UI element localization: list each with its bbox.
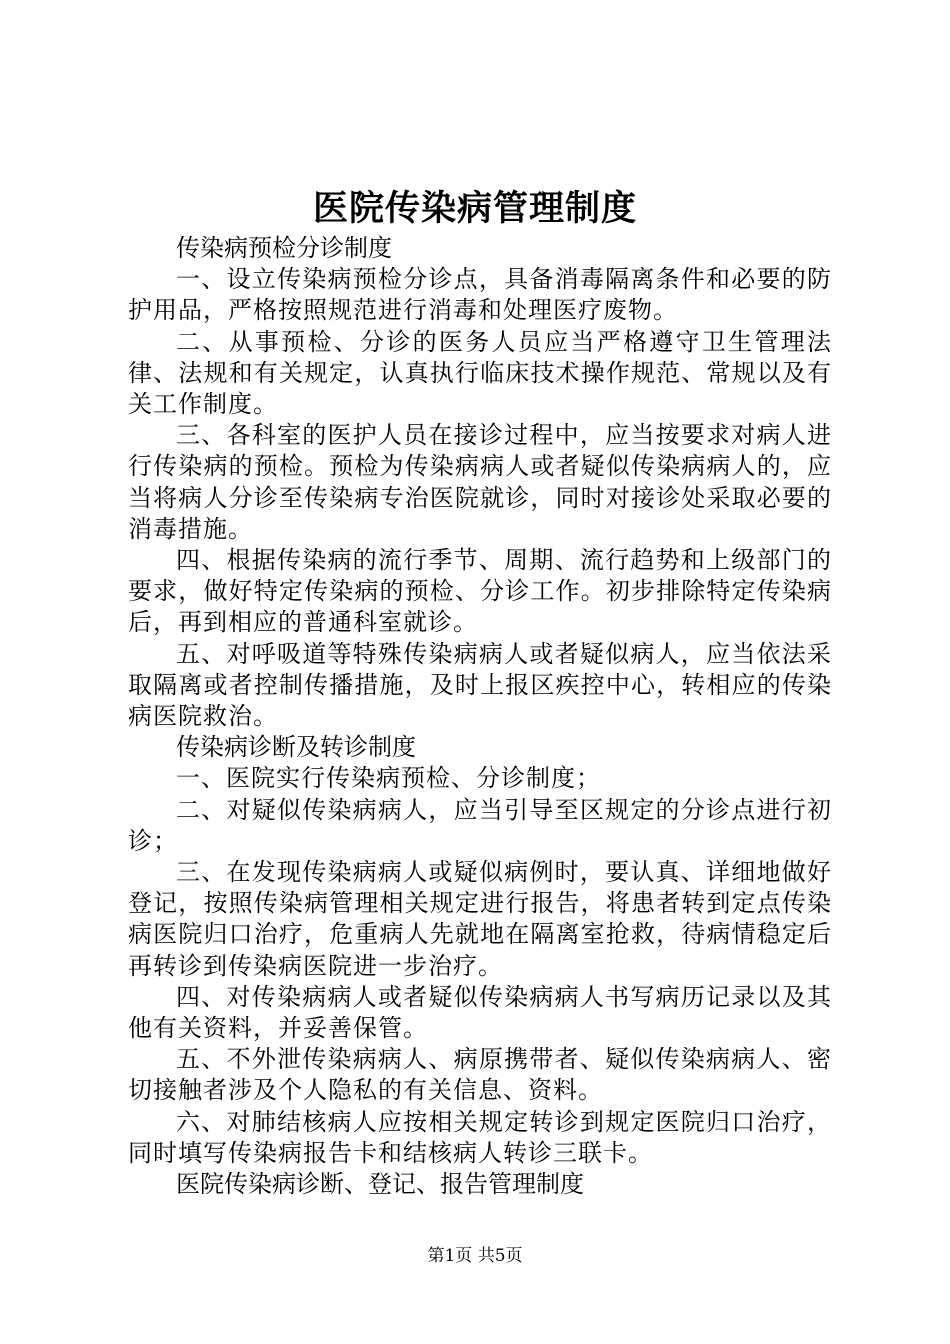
paragraph: 四、根据传染病的流行季节、周期、流行趋势和上级部门的要求，做好特定传染病的预检、分诊工作。初步排除特定传染病后，再到相应的普通科室就诊。	[128, 546, 832, 637]
paragraph: 三、在发现传染病病人或疑似病例时，要认真、详细地做好登记，按照传染病管理相关规定进行报告，将患者转到定点传染病医院归口治疗，危重病人先就地在隔离室抢救，待病情稳定后再转诊到传染病医院进一步治疗。	[128, 858, 832, 980]
paragraph: 四、对传染病病人或者疑似传染病病人书写病历记录以及其他有关资料，并妥善保管。	[128, 982, 832, 1043]
section-heading-diagnosis-referral: 传染病诊断及转诊制度	[176, 733, 416, 762]
paragraph: 二、从事预检、分诊的医务人员应当严格遵守卫生管理法律、法规和有关规定，认真执行临床技术操作规范、常规以及有关工作制度。	[128, 327, 832, 419]
page-footer: 第1页 共5页	[427, 1246, 523, 1266]
paragraph: 五、不外泄传染病病人、病原携带者、疑似传染病病人、密切接触者涉及个人隐私的有关信息、资料。	[128, 1045, 832, 1105]
paragraph: 一、设立传染病预检分诊点，具备消毒隔离条件和必要的防护用品，严格按照规范进行消毒和处理医疗废物。	[128, 265, 832, 325]
paragraph: 三、各科室的医护人员在接诊过程中，应当按要求对病人进行传染病的预检。预检为传染病病人或者疑似传染病病人的，应当将病人分诊至传染病专治医院就诊，同时对接诊处采取必要的消毒措施。	[128, 421, 832, 543]
document-body	[128, 233, 832, 1200]
paragraph: 五、对呼吸道等特殊传染病病人或者疑似病人，应当依法采取隔离或者控制传播措施，及时上报区疾控中心，转相应的传染病医院救治。	[128, 639, 832, 731]
paragraph: 一、医院实行传染病预检、分诊制度；	[176, 764, 601, 793]
document-title: 医院传染病管理制度	[312, 188, 637, 229]
paragraph: 二、对疑似传染病病人，应当引导至区规定的分诊点进行初诊；	[128, 795, 832, 855]
section-heading-triage: 传染病预检分诊制度	[176, 234, 392, 262]
section-heading-reporting: 医院传染病诊断、登记、报告管理制度	[176, 1170, 584, 1199]
paragraph: 六、对肺结核病人应按相关规定转诊到规定医院归口治疗，同时填写传染病报告卡和结核病人转诊三联卡。	[128, 1107, 832, 1167]
